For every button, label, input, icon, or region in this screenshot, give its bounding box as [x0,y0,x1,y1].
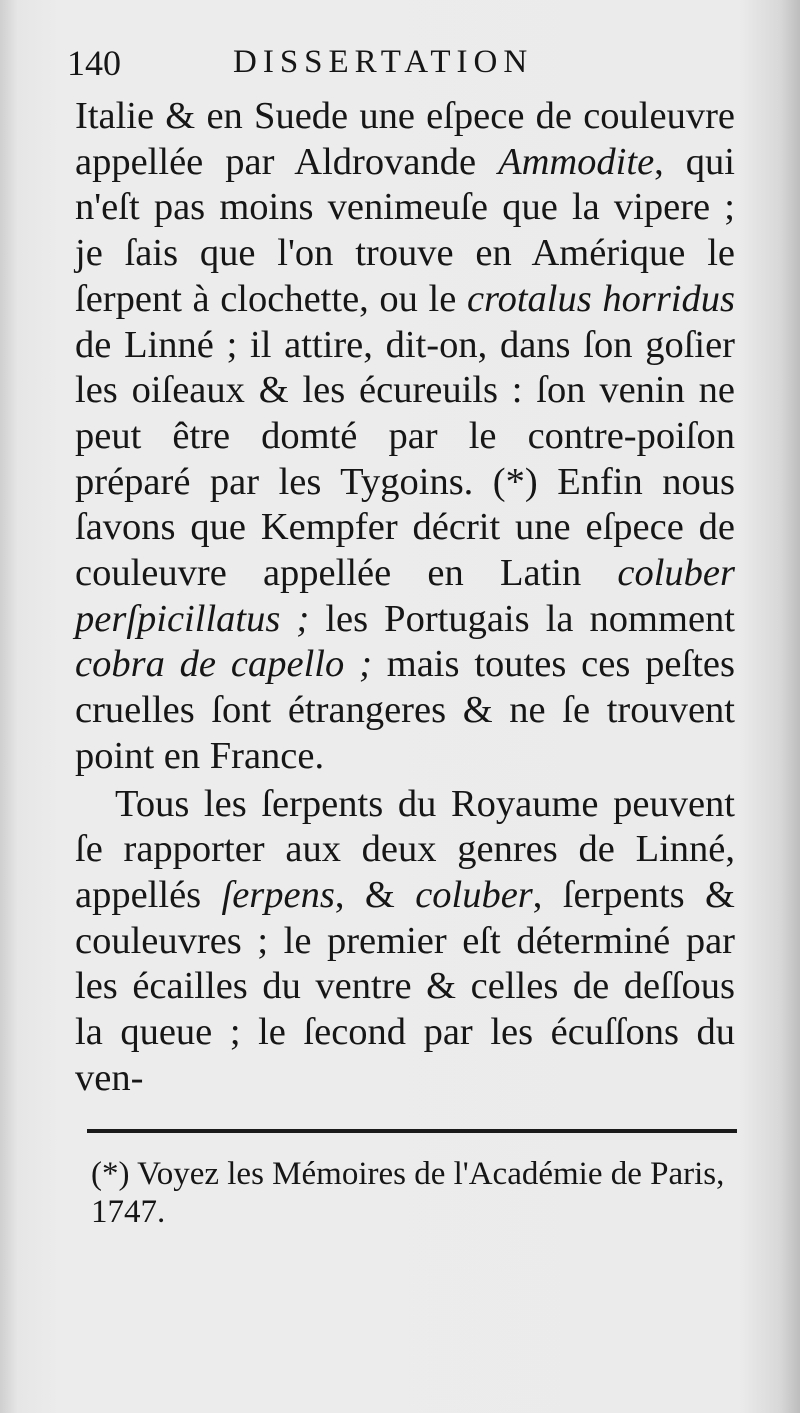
italic-term-coluber-perspicillatus: coluber perſpicillatus ; [75,552,735,640]
body-text [75,94,735,1101]
page-number: 140 [67,43,121,83]
italic-term-cobra: cobra de capello ; [75,643,372,686]
running-title: DISSERTATION [233,44,534,80]
page-content [67,42,736,1231]
text-segment: les Portugais la nomment [309,597,735,640]
running-head [67,42,735,94]
text-segment: , ſerpents & couleuvres ; le premier eſt déterminé par les écailles du ventre & celles de deſſous la queue ; le ſecond par les écuſſons du ven- [75,873,735,1099]
italic-term-crotalus: crotalus horridus [466,277,735,320]
text-segment: , qui n'eſt pas moins venimeuſe que la vipere ; je ſais que l'on trouve en Amérique le ſerpent à clochette, ou le [75,140,736,320]
italic-term-coluber: coluber [415,873,533,916]
paragraph-2 [75,782,735,1102]
text-segment: mais toutes ces peſtes cruelles ſont étrangeres & ne ſe trouvent point en France. [75,643,735,777]
text-segment: Italie & en Suede une eſpece de couleuvre appellée par Aldrovande [75,95,735,183]
text-segment: Tous les ſerpents du Royaume peuvent ſe rapporter aux deux genres de Linné, appellés [75,782,735,916]
italic-term-serpens: ſerpens [221,873,335,916]
italic-term-ammodite: Ammodite [498,140,655,183]
paragraph-1 [75,94,735,780]
footnote: (*) Voyez les Mémoires de l'Académie de Paris, 1747. [91,1156,725,1231]
text-segment: , & [334,873,416,916]
footnote-divider [87,1129,737,1133]
text-segment: de Linné ; il attire, dit-on, dans ſon goſier les oiſeaux & les écureuils : ſon venin ne peut être domté par le contre-poiſon préparé par les Tygoins. (*) Enfin nous ſavons que Kempfer décrit une eſpece de couleuvre appellée en Latin [75,323,735,595]
